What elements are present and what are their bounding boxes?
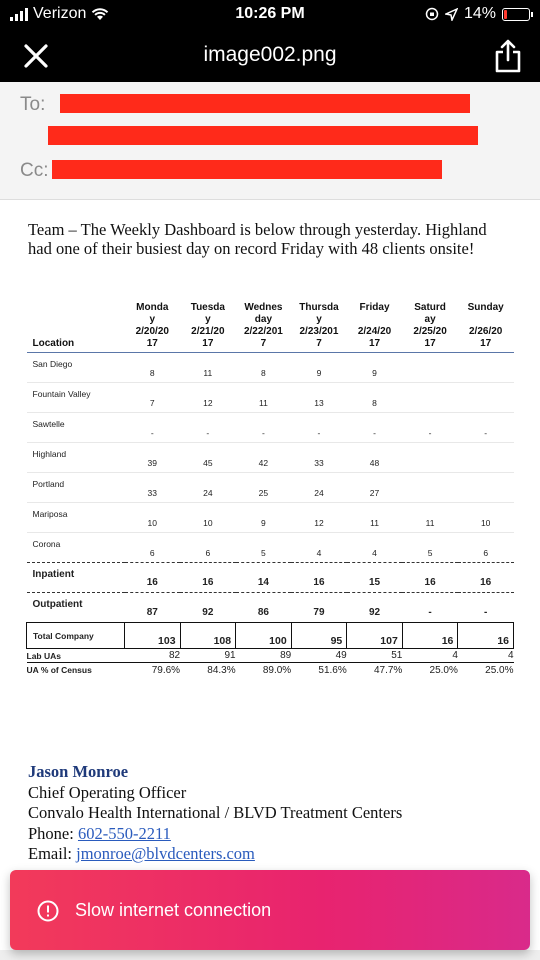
table-row — [27, 383, 514, 413]
email-intro: Team – The Weekly Dashboard is below through yesterday. Highland had one of their busiest day on record Friday with 48 clients onsite! — [28, 220, 487, 258]
row-label: San Diego — [27, 353, 125, 383]
signature-name: Jason Monroe — [28, 762, 129, 781]
bottom-toolbar-strip — [0, 950, 540, 960]
status-bar — [0, 0, 540, 30]
table-cell — [402, 353, 458, 383]
table-cell: 4 — [402, 649, 458, 663]
carrier-name: Verizon — [33, 5, 87, 22]
table-cell: - — [125, 413, 181, 443]
phone-link[interactable]: 602-550-2211 — [77, 823, 171, 843]
email-link[interactable]: jmonroe@blvdcenters.com — [76, 844, 255, 863]
table-cell: - — [347, 413, 403, 443]
row-label: Fountain Valley — [27, 383, 125, 413]
row-label: Total Company — [27, 623, 125, 649]
table-cell: 100 — [236, 623, 292, 649]
battery-icon — [502, 8, 530, 21]
table-cell: 84.3% — [207, 664, 236, 676]
row-label: Highland — [27, 443, 125, 473]
day-header: Saturd ay 2/25/20 17 — [413, 302, 447, 349]
table-cell: 11 — [347, 503, 403, 533]
table-cell: 49 — [291, 649, 347, 663]
toast-message: Slow internet connection — [75, 900, 272, 920]
phone-label: Phone: — [28, 823, 78, 843]
row-label: Corona — [27, 533, 125, 563]
table-cell: 12 — [291, 503, 347, 533]
table-cell: 39 — [125, 443, 181, 473]
signature-company: Convalo Health International / BLVD Treatment Centers — [28, 803, 403, 822]
table-cell: - — [291, 413, 347, 443]
row-label: Inpatient — [27, 563, 125, 593]
table-cell: 13 — [291, 383, 347, 413]
table-cell: 108 — [180, 623, 236, 649]
table-cell: 87 — [146, 607, 158, 618]
table-cell: 24 — [291, 473, 347, 503]
table-cell: 92 — [368, 607, 381, 618]
table-cell: 24 — [180, 473, 236, 503]
table-row — [27, 649, 514, 663]
file-title: image002.png — [203, 43, 337, 66]
table-row — [27, 533, 514, 563]
table-row — [27, 413, 514, 443]
table-cell — [458, 383, 514, 413]
table-cell: 27 — [347, 473, 403, 503]
email-signature — [28, 762, 402, 865]
table-cell: 5 — [402, 533, 458, 563]
table-cell: 16 — [125, 563, 181, 593]
table-cell — [458, 443, 514, 473]
row-label: UA % of Census — [26, 665, 92, 675]
table-cell: 33 — [291, 443, 347, 473]
orientation-lock-icon — [425, 7, 439, 21]
table-cell: 79 — [313, 607, 325, 618]
table-cell — [402, 473, 458, 503]
table-cell: 51.6% — [318, 664, 347, 676]
table-cell: 103 — [125, 623, 181, 649]
table-cell: 14 — [236, 563, 292, 593]
email-header — [0, 82, 540, 200]
table-row — [27, 443, 514, 473]
table-row — [27, 503, 514, 533]
table-cell: 7 — [125, 383, 181, 413]
table-row — [27, 563, 514, 593]
table-cell: - — [484, 607, 488, 618]
table-cell: 92 — [202, 607, 214, 618]
table-cell — [402, 383, 458, 413]
day-header: Thursda y 2/23/201 7 — [299, 302, 339, 349]
table-cell: 4 — [291, 533, 347, 563]
table-cell: 9 — [291, 353, 347, 383]
table-cell: 9 — [347, 353, 403, 383]
day-header: Wednes day 2/22/201 7 — [243, 302, 283, 349]
location-arrow-icon — [445, 8, 458, 21]
table-cell: 86 — [257, 607, 269, 618]
table-cell: 6 — [458, 533, 514, 563]
table-cell: 91 — [180, 649, 236, 663]
weekly-dashboard-table — [26, 302, 514, 677]
table-cell: 89 — [236, 649, 292, 663]
table-cell: - — [458, 413, 514, 443]
table-cell: 51 — [347, 649, 403, 663]
table-cell: 6 — [180, 533, 236, 563]
row-label: Sawtelle — [27, 413, 125, 443]
clock: 10:26 PM — [235, 5, 305, 22]
redacted-recipient — [60, 94, 470, 113]
table-row — [27, 593, 514, 623]
table-cell: 4 — [458, 649, 514, 663]
day-header: Friday 2/24/20 17 — [357, 302, 392, 349]
table-cell: 10 — [180, 503, 236, 533]
table-cell: 5 — [236, 533, 292, 563]
table-cell: 6 — [125, 533, 181, 563]
day-header: Sunday 2/26/20 17 — [467, 302, 504, 349]
table-cell — [402, 443, 458, 473]
table-cell: - — [180, 413, 236, 443]
table-cell: 12 — [180, 383, 236, 413]
row-label: Outpatient — [32, 599, 83, 610]
table-cell: - — [236, 413, 292, 443]
day-header: Tuesda y 2/21/20 17 — [190, 302, 225, 349]
share-icon[interactable] — [492, 38, 524, 74]
signature-email — [28, 844, 402, 865]
table-cell: 9 — [236, 503, 292, 533]
table-cell: 11 — [402, 503, 458, 533]
table-cell: 15 — [347, 563, 403, 593]
table-cell: 33 — [125, 473, 181, 503]
redacted-cc — [52, 160, 442, 179]
table-row — [27, 353, 514, 383]
redacted-recipient — [48, 126, 478, 145]
table-cell: 16 — [458, 563, 514, 593]
table-cell: 16 — [180, 563, 236, 593]
table-cell: 48 — [347, 443, 403, 473]
table-cell: 11 — [180, 353, 236, 383]
battery-percent: 14% — [463, 5, 496, 22]
table-cell — [458, 353, 514, 383]
table-cell: 8 — [236, 353, 292, 383]
image-viewer[interactable] — [0, 82, 540, 960]
viewer-nav-bar — [0, 30, 540, 82]
table-cell: 10 — [125, 503, 181, 533]
table-cell: 25.0% — [429, 664, 458, 676]
table-cell: 16 — [458, 623, 514, 649]
table-cell: 11 — [236, 383, 292, 413]
signature-title: Chief Operating Officer — [28, 782, 187, 802]
cc-label: Cc: — [20, 160, 49, 181]
table-cell: 16 — [291, 563, 347, 593]
table-cell: - — [428, 607, 432, 618]
table-cell: 4 — [347, 533, 403, 563]
table-cell: - — [402, 413, 458, 443]
row-label: Portland — [27, 473, 125, 503]
table-cell: 95 — [291, 623, 347, 649]
table-cell: 42 — [236, 443, 292, 473]
slow-connection-toast[interactable] — [10, 870, 530, 950]
table-row — [27, 663, 514, 677]
row-label: Lab UAs — [27, 649, 125, 663]
table-cell: 16 — [402, 563, 458, 593]
table-cell — [458, 473, 514, 503]
table-cell: 107 — [347, 623, 403, 649]
table-row — [27, 473, 514, 503]
table-row — [27, 623, 514, 649]
table-cell: 8 — [125, 353, 181, 383]
table-cell: 25 — [236, 473, 292, 503]
table-cell: 16 — [402, 623, 458, 649]
table-cell: 25.0% — [485, 664, 514, 676]
email-label: Email: — [28, 844, 77, 863]
day-header: Monda y 2/20/20 17 — [135, 302, 169, 349]
table-cell: 10 — [458, 503, 514, 533]
to-label: To: — [20, 94, 46, 115]
table-cell: 89.0% — [262, 664, 292, 676]
signature-phone — [28, 824, 402, 845]
location-header: Location — [32, 338, 75, 349]
table-cell: 79.6% — [151, 664, 181, 676]
table-cell: 8 — [347, 383, 403, 413]
table-cell: 82 — [125, 649, 181, 663]
row-label: Mariposa — [27, 503, 125, 533]
table-cell: 45 — [180, 443, 236, 473]
alert-icon — [37, 900, 59, 922]
table-cell: 47.7% — [373, 664, 403, 676]
